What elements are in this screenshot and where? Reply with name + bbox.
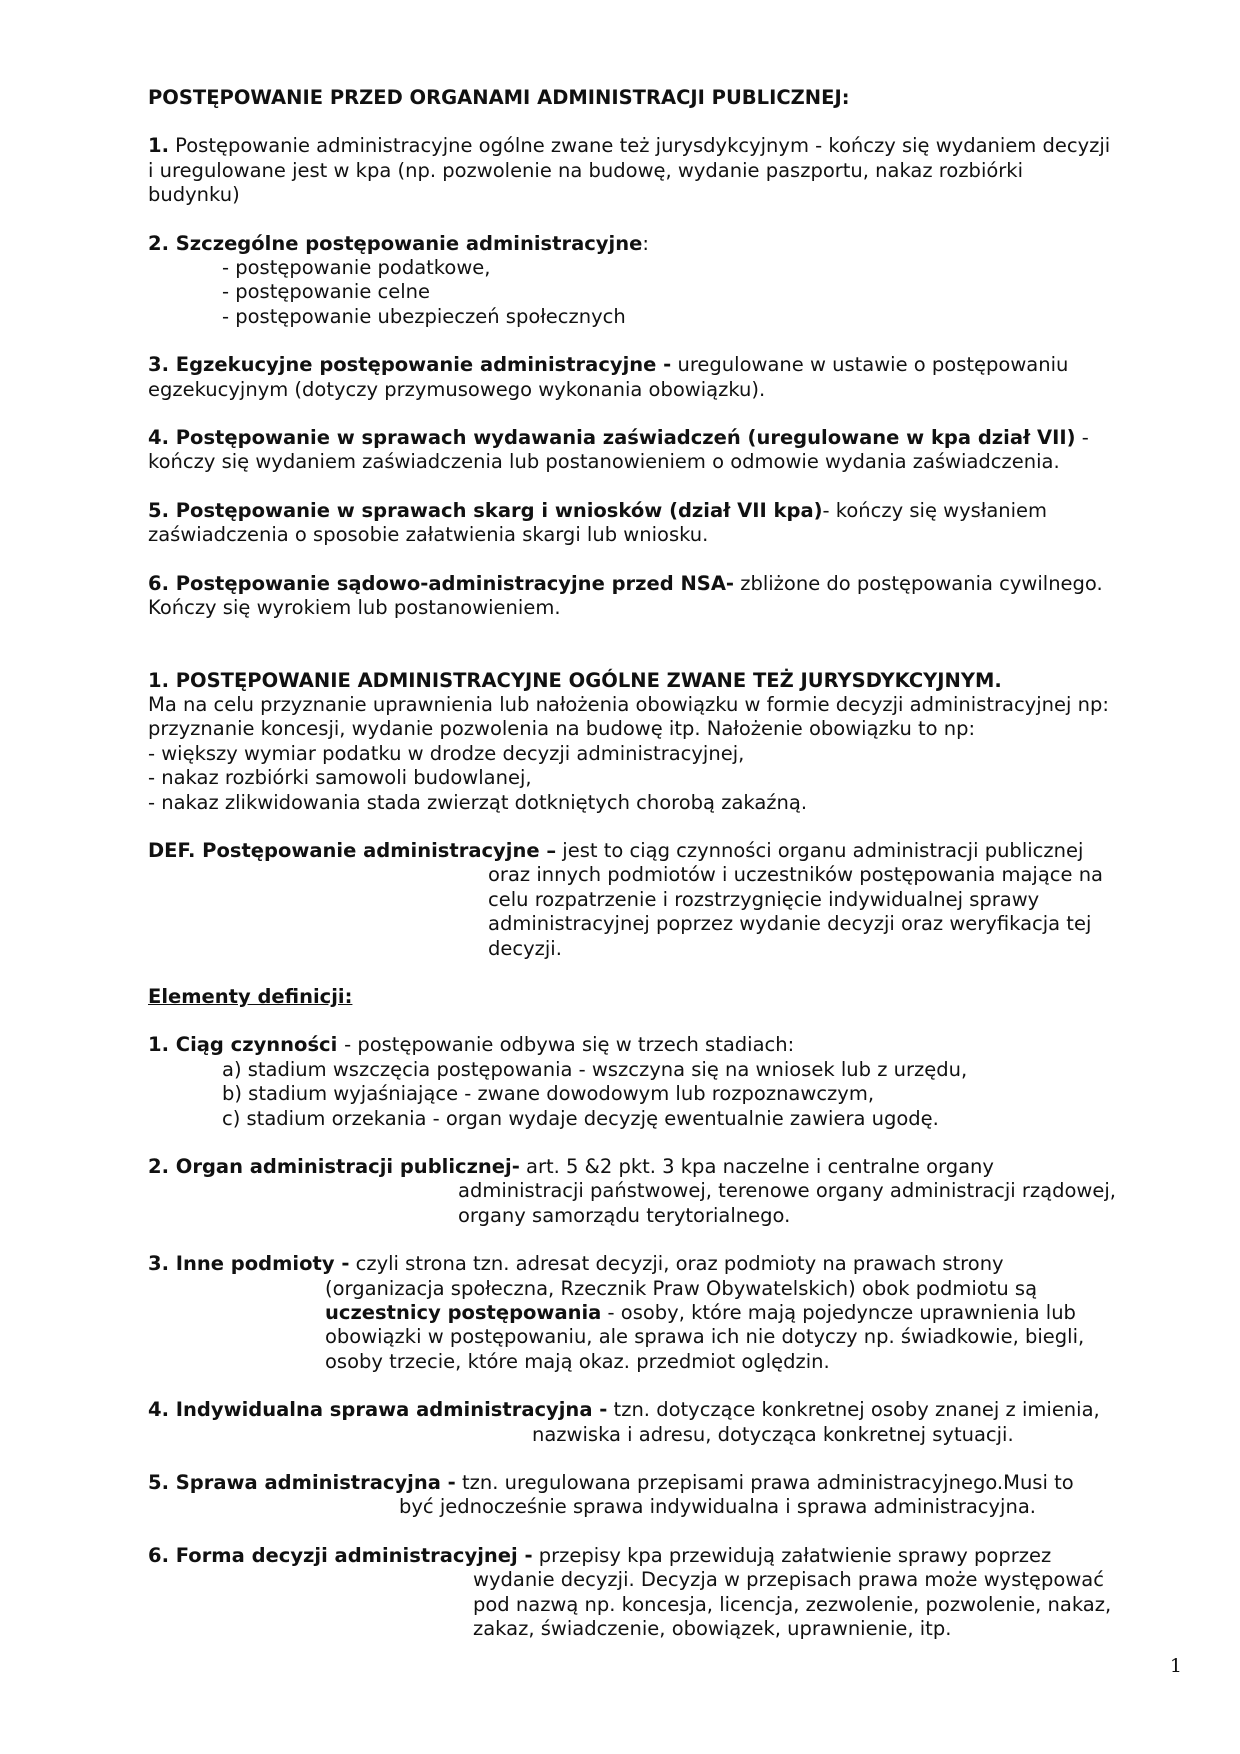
element-line: (organizacja społeczna, Rzecznik Praw Obywatelskich) obok podmiotu są bbox=[325, 1276, 1038, 1300]
element-line: nazwiska i adresu, dotycząca konkretnej sytuacji. bbox=[532, 1422, 1014, 1446]
element-item-5: 5. Sprawa administracyjna - tzn. uregulowana przepisami prawa administracyjnego.Musi to bbox=[148, 1471, 1074, 1495]
definition-line: oraz innych podmiotów i uczestników postępowania mające na bbox=[488, 863, 1104, 887]
sub-item: a) stadium wszczęcia postępowania - wszczyna się na wniosek lub z urzędu, bbox=[222, 1057, 968, 1081]
list-number: 1. bbox=[148, 134, 169, 158]
page-number: 1 bbox=[1169, 1655, 1182, 1677]
section-line: przyznanie koncesji, wydanie pozwolenia na budowę itp. Nałożenie obowiązku to np: bbox=[148, 717, 976, 741]
section-line: - większy wymiar podatku w drodze decyzji administracyjnej, bbox=[148, 741, 745, 765]
element-item-6: 6. Forma decyzji administracyjnej - przepisy kpa przewidują załatwienie sprawy poprzez bbox=[148, 1543, 1052, 1567]
sub-item: - postępowanie ubezpieczeń społecznych bbox=[222, 304, 626, 328]
element-line: uczestnicy postępowania - osoby, które mają pojedyncze uprawnienia lub bbox=[325, 1301, 1076, 1325]
sub-item: b) stadium wyjaśniające - zwane dowodowym lub rozpoznawczym, bbox=[222, 1082, 875, 1106]
list-item-1: 1. Postępowanie administracyjne ogólne zwane też jurysdykcyjnym - kończy się wydaniem decyzji bbox=[148, 134, 1111, 158]
list-item-6-cont: Kończy się wyrokiem lub postanowieniem. bbox=[148, 596, 561, 620]
element-item-1: 1. Ciąg czynności - postępowanie odbywa się w trzech stadiach: bbox=[148, 1033, 795, 1057]
definition-label: DEF. Postępowanie administracyjne – bbox=[148, 838, 557, 862]
element-line: zakaz, świadczenie, obowiązek, uprawnienie, itp. bbox=[473, 1617, 952, 1641]
list-item-1-cont: budynku) bbox=[148, 183, 240, 207]
element-item-2: 2. Organ administracji publicznej- art. 5 &2 pkt. 3 kpa naczelne i centralne organy bbox=[148, 1155, 994, 1178]
definition-line: decyzji. bbox=[488, 936, 562, 960]
list-item-3: 3. Egzekucyjne postępowanie administracyjne - uregulowane w ustawie o postępowaniu bbox=[148, 353, 1069, 377]
sub-item: c) stadium orzekania - organ wydaje decyzję ewentualnie zawiera ugodę. bbox=[222, 1106, 939, 1130]
sub-item: - postępowanie celne bbox=[222, 280, 431, 304]
element-line: pod nazwą np. koncesja, licencja, zezwolenie, pozwolenie, nakaz, bbox=[473, 1592, 1112, 1616]
element-line: organy samorządu terytorialnego. bbox=[458, 1203, 791, 1227]
elements-heading: Elementy definicji: bbox=[148, 984, 353, 1008]
list-item-6: 6. Postępowanie sądowo-administracyjne przed NSA- zbliżone do postępowania cywilnego. bbox=[148, 571, 1103, 595]
element-item-3: 3. Inne podmioty - czyli strona tzn. adresat decyzji, oraz podmioty na prawach strony bbox=[148, 1252, 1004, 1276]
element-line: wydanie decyzji. Decyzja w przepisach prawa może występować bbox=[473, 1568, 1104, 1592]
element-line: obowiązki w postępowaniu, ale sprawa ich nie dotyczy np. świadkowie, biegli, bbox=[325, 1325, 1085, 1349]
definition-line: administracyjnej poprzez wydanie decyzji oraz weryfikacja tej bbox=[488, 912, 1092, 936]
definition-line: celu rozpatrzenie i rozstrzygnięcie indywidualnej sprawy bbox=[488, 887, 1040, 911]
section-line: - nakaz rozbiórki samowoli budowlanej, bbox=[148, 766, 532, 790]
list-item-5-cont: zaświadczenia o sposobie załatwienia skargi lub wniosku. bbox=[148, 523, 709, 547]
document-title: POSTĘPOWANIE PRZED ORGANAMI ADMINISTRACJI PUBLICZNEJ: bbox=[148, 86, 850, 109]
element-line: osoby trzecie, które mają okaz. przedmiot oględzin. bbox=[325, 1349, 830, 1373]
element-line: administracji państwowej, terenowe organy administracji rządowej, bbox=[458, 1179, 1116, 1203]
list-item-4-cont: kończy się wydaniem zaświadczenia lub postanowieniem o odmowie wydania zaświadczenia. bbox=[148, 450, 1060, 474]
list-item-4: 4. Postępowanie w sprawach wydawania zaświadczeń (uregulowane w kpa dział VII) - bbox=[148, 426, 1089, 450]
list-item-2: 2. Szczególne postępowanie administracyjne: bbox=[148, 231, 649, 255]
list-item-3-cont: egzekucyjnym (dotyczy przymusowego wykonania obowiązku). bbox=[148, 377, 766, 401]
section-heading: 1. POSTĘPOWANIE ADMINISTRACYJNE OGÓLNE ZWANE TEŻ JURYSDYKCYJNYM. bbox=[148, 668, 1002, 692]
element-item-4: 4. Indywidualna sprawa administracyjna - tzn. dotyczące konkretnej osoby znanej z imienia, bbox=[148, 1398, 1100, 1422]
definition: DEF. Postępowanie administracyjne – jest to ciąg czynności organu administracji publicznej bbox=[148, 838, 1084, 862]
document-body bbox=[148, 86, 1188, 1642]
list-item-1-cont: i uregulowane jest w kpa (np. pozwolenie na budowę, wydanie paszportu, nakaz rozbiórki bbox=[148, 158, 1024, 182]
list-item-5: 5. Postępowanie w sprawach skarg i wniosków (dział VII kpa)- kończy się wysłaniem bbox=[148, 498, 1048, 522]
section-line: Ma na celu przyznanie uprawnienia lub nałożenia obowiązku w formie decyzji administracyjnej np: bbox=[148, 692, 1109, 716]
section-line: - nakaz zlikwidowania stada zwierząt dotkniętych chorobą zakaźną. bbox=[148, 790, 808, 814]
element-line: być jednocześnie sprawa indywidualna i sprawa administracyjna. bbox=[399, 1495, 1036, 1519]
sub-item: - postępowanie podatkowe, bbox=[222, 256, 491, 280]
